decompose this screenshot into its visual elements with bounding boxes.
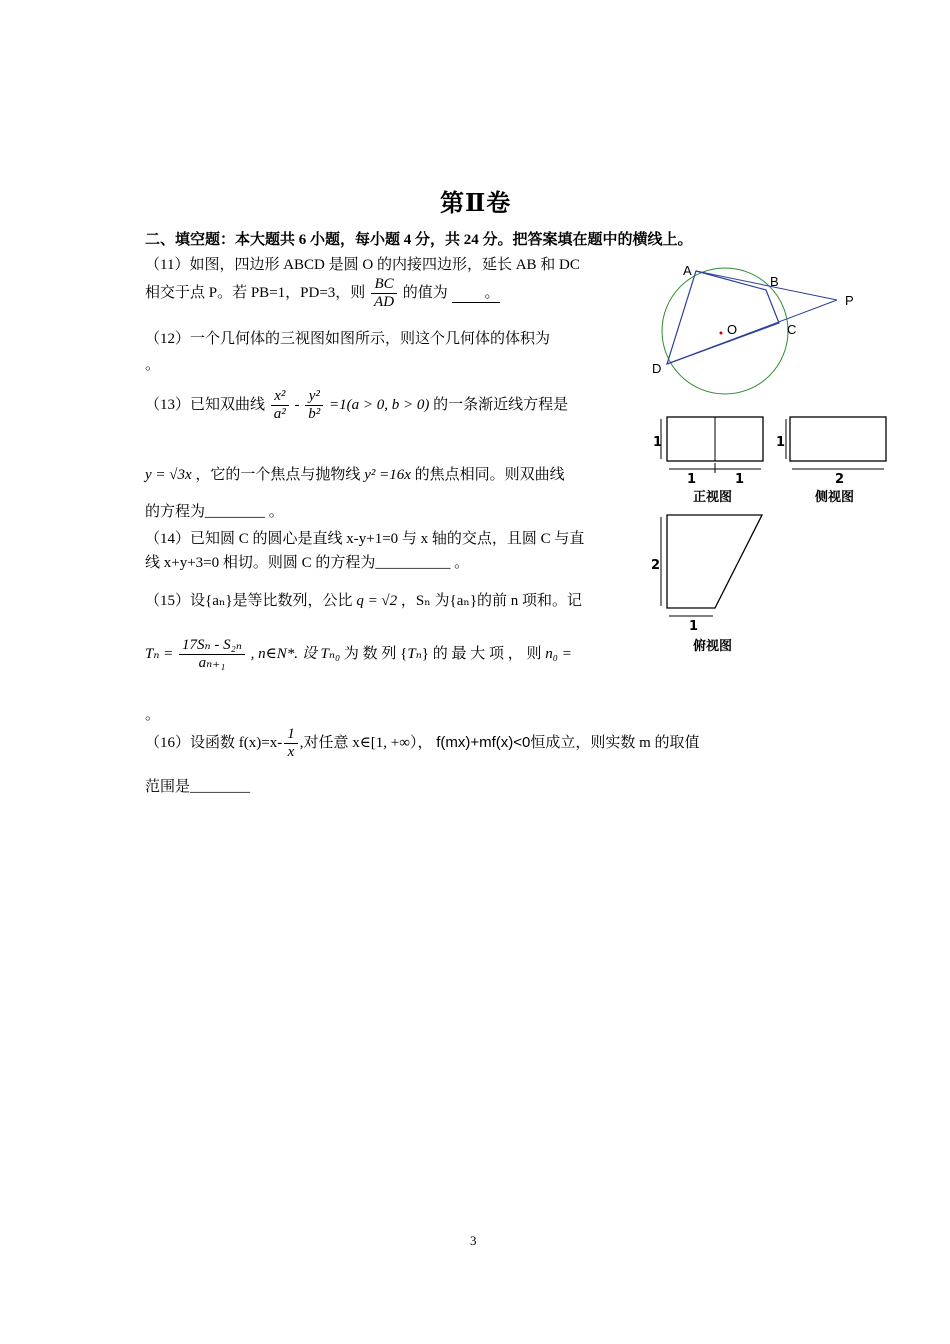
label-b: B [770,274,779,289]
q13-asymptote-eq: y = √3x [145,467,192,483]
q13-line2-post: 的焦点相同。则双曲线 [414,467,565,483]
q13-f2-den: b² [308,406,321,423]
dim-front-w2: 1 [735,472,745,487]
dim-top-h: 2 [651,558,661,573]
q16-line2 [145,775,250,796]
q13-pre: （13）已知双曲线 [145,397,266,414]
q16-frac-num: 1 [284,726,298,744]
q13-line1 [145,388,568,424]
q13-answer-blank: ________ [205,504,266,520]
front-view [661,417,763,473]
q13-line3 [145,500,284,521]
q16-frac-den: x [287,744,295,761]
q11-answer-blank [452,281,500,303]
dim-side-w: 2 [835,472,845,487]
label-a: A [683,263,692,278]
line-ab-extended [696,271,837,300]
q11-blank-end: 。 [484,285,500,302]
q13-condition: =1(a > 0, b > 0) [329,397,430,414]
q13-f2-num: y² [305,388,323,406]
label-o: O [727,322,738,337]
dim-top-w: 1 [689,619,699,634]
q16-line2-text: 范围是 [145,779,191,795]
q16-pre: （16）设函数 f(x)=x- [145,735,283,752]
page-title: 第Ⅱ卷 [440,191,512,217]
top-view-trapezoid [667,515,762,608]
q16-answer-blank: ________ [190,779,251,795]
q15-ratio-eq: q = √2 [356,593,398,609]
label-d: D [652,361,662,376]
q15-line2 [145,637,635,673]
q15-fraction [179,637,245,673]
circle-quadrilateral-figure [645,258,865,398]
label-side-view: 侧视图 [815,490,855,505]
q16-line1 [145,726,700,762]
q11-line2 [145,276,500,312]
q15-mid: 为 数 列 { [343,646,408,663]
q14-line2-end: 。 [454,555,470,571]
q14-line2-text: 线 x+y+3=0 相切。则圆 C 的方程为 [145,555,376,571]
q15-line1-post: ，Sₙ 为{aₙ}的前 n 项和。记 [400,593,583,609]
q11-line1: （11）如图，四边形 ABCD 是圆 O 的内接四边形，延长 AB 和 DC [145,257,580,273]
q13-post: 的一条渐近线方程是 [433,397,569,414]
q11-frac-den: AD [374,294,395,311]
q14-line2 [145,551,469,572]
q16-post: 恒成立，则实数 m 的取值 [530,735,700,752]
q15-t-lhs: Tₙ = [145,646,174,663]
q15-end: } 的 最 大 项 ， 则 [421,646,542,663]
q16-fraction [284,726,298,762]
top-view [661,515,762,616]
line-dc-extended [667,300,837,364]
q14-answer-blank: __________ [375,555,451,571]
q11-fraction [371,276,397,312]
q11-line2-pre: 相交于点 P。若 PB=1，PD=3，则 [145,285,366,302]
q13-fraction-x [271,388,289,424]
three-views-figure [645,405,895,665]
q15-after-frac: , n∈N*. 设 [250,646,317,663]
q15-line1-pre: （15）设{aₙ}是等比数列，公比 [145,593,353,609]
label-p: P [845,293,854,308]
side-view [786,417,886,469]
page-number: 3 [470,1233,477,1248]
center-point [720,332,723,335]
q12-line1: （12）一个几何体的三视图如图所示，则这个几何体的体积为 [145,331,551,347]
q15-line1 [145,589,582,610]
q13-line3-end: 。 [268,504,284,520]
label-c: C [787,322,797,337]
q15-tn: Tₙ [407,646,422,663]
q16-condition: f(mx)+mf(x)<0 [436,734,531,752]
q13-line3-text: 的方程为 [145,504,206,520]
q13-line2 [145,463,565,484]
q15-frac-num: 17Sₙ - S₂ₙ [179,637,245,655]
section-heading: 二、填空题：本大题共 6 小题，每小题 4 分，共 24 分。把答案填在题中的横线上。 [145,232,693,248]
q15-n0: n₀ = [545,646,572,663]
q13-minus: - [294,397,300,414]
dim-side-h: 1 [776,435,786,450]
q15-t-n0: Tₙ₀ [320,646,341,663]
dim-front-h: 1 [653,435,663,450]
q15-line3: 。 [145,707,161,723]
q12-line2: 。 [145,357,161,373]
q11-line2-post: 的值为 [402,285,448,302]
label-top-view: 俯视图 [693,639,733,654]
q13-parabola-eq: y² =16x [364,467,411,483]
q15-frac-den: aₙ₊₁ [198,655,226,672]
label-front-view: 正视图 [693,490,733,505]
q13-f1-den: a² [273,406,286,423]
q11-frac-num: BC [371,276,397,294]
q13-line2-mid: ，它的一个焦点与抛物线 [195,467,361,483]
side-view-rect [790,417,886,461]
dim-front-w1: 1 [687,472,697,487]
q16-mid: ,对任意 x∈[1, +∞）， [299,735,433,752]
q14-line1: （14）已知圆 C 的圆心是直线 x-y+1=0 与 x 轴的交点，且圆 C 与直 [145,531,585,547]
q13-f1-num: x² [271,388,289,406]
q13-fraction-y [305,388,323,424]
